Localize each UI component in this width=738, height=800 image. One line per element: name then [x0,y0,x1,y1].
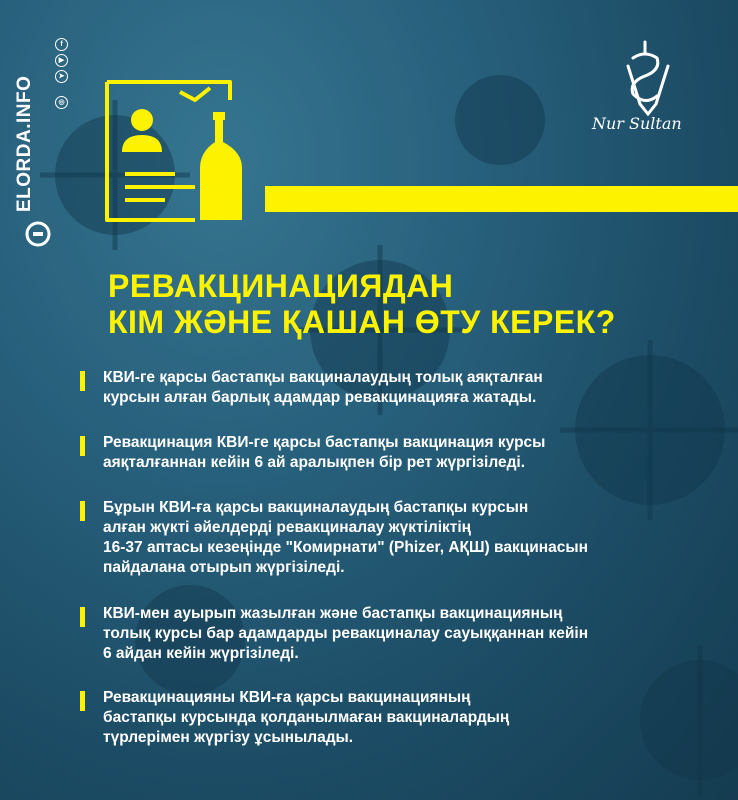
facebook-icon: f [55,38,68,51]
site-name: ELORDA.INFO [14,75,35,212]
list-item-text: Ревакцинация КВИ-ге қарсы бастапқы вакцинация курсы аяқталғаннан кейін 6 ай аралықпен бір рет жүргізіледі. [103,434,546,471]
headline-line-1: РЕВАКЦИНАЦИЯДАН [108,268,454,304]
list-item-text: Бұрын КВИ-ға қарсы вакциналаудың бастапқы курсын алған жүкті әйелдерді ревакциналау жүктіліктің 16-37 аптасы кезеңінде "Комирнати" (Phizer, АҚШ) вакцинасын пайдалана отырып жүргізіледі. [103,499,588,576]
bullet-marker [80,607,85,627]
youtube-icon: ▶ [55,54,68,67]
bullet-marker [80,691,85,711]
elorda-logo-icon [24,220,54,250]
list-item-text: КВИ-мен ауырып жазылған және бастапқы вакцинацияның толық курсы бар адамдарды ревакциналау сауыққаннан кейін 6 айдан кейін жүргізіледі. [103,605,589,662]
bullet-marker [80,436,85,456]
bullet-marker [80,501,85,521]
vaccine-document-icon [105,80,265,230]
logo-text: Nur Sultan [592,114,682,133]
bullet-marker [80,371,85,391]
accent-bar [265,186,738,212]
telegram-icon: ➤ [55,70,68,83]
headline [108,268,616,340]
list-item-text: КВИ-ге қарсы бастапқы вакциналаудың толық аяқталған курсын алған барлық адамдар ревакцинацияға жатады. [103,369,543,406]
headline-line-2: КІМ ЖӘНЕ ҚАШАН ӨТУ КЕРЕК? [108,304,616,340]
instagram-icon: ◎ [55,96,68,109]
list-item-text: Ревакцинацияны КВИ-ға қарсы вакцинацияның бастапқы курсында қолданылмаған вакциналардың түрлерімен жүргізу ұсынылады. [103,689,510,746]
